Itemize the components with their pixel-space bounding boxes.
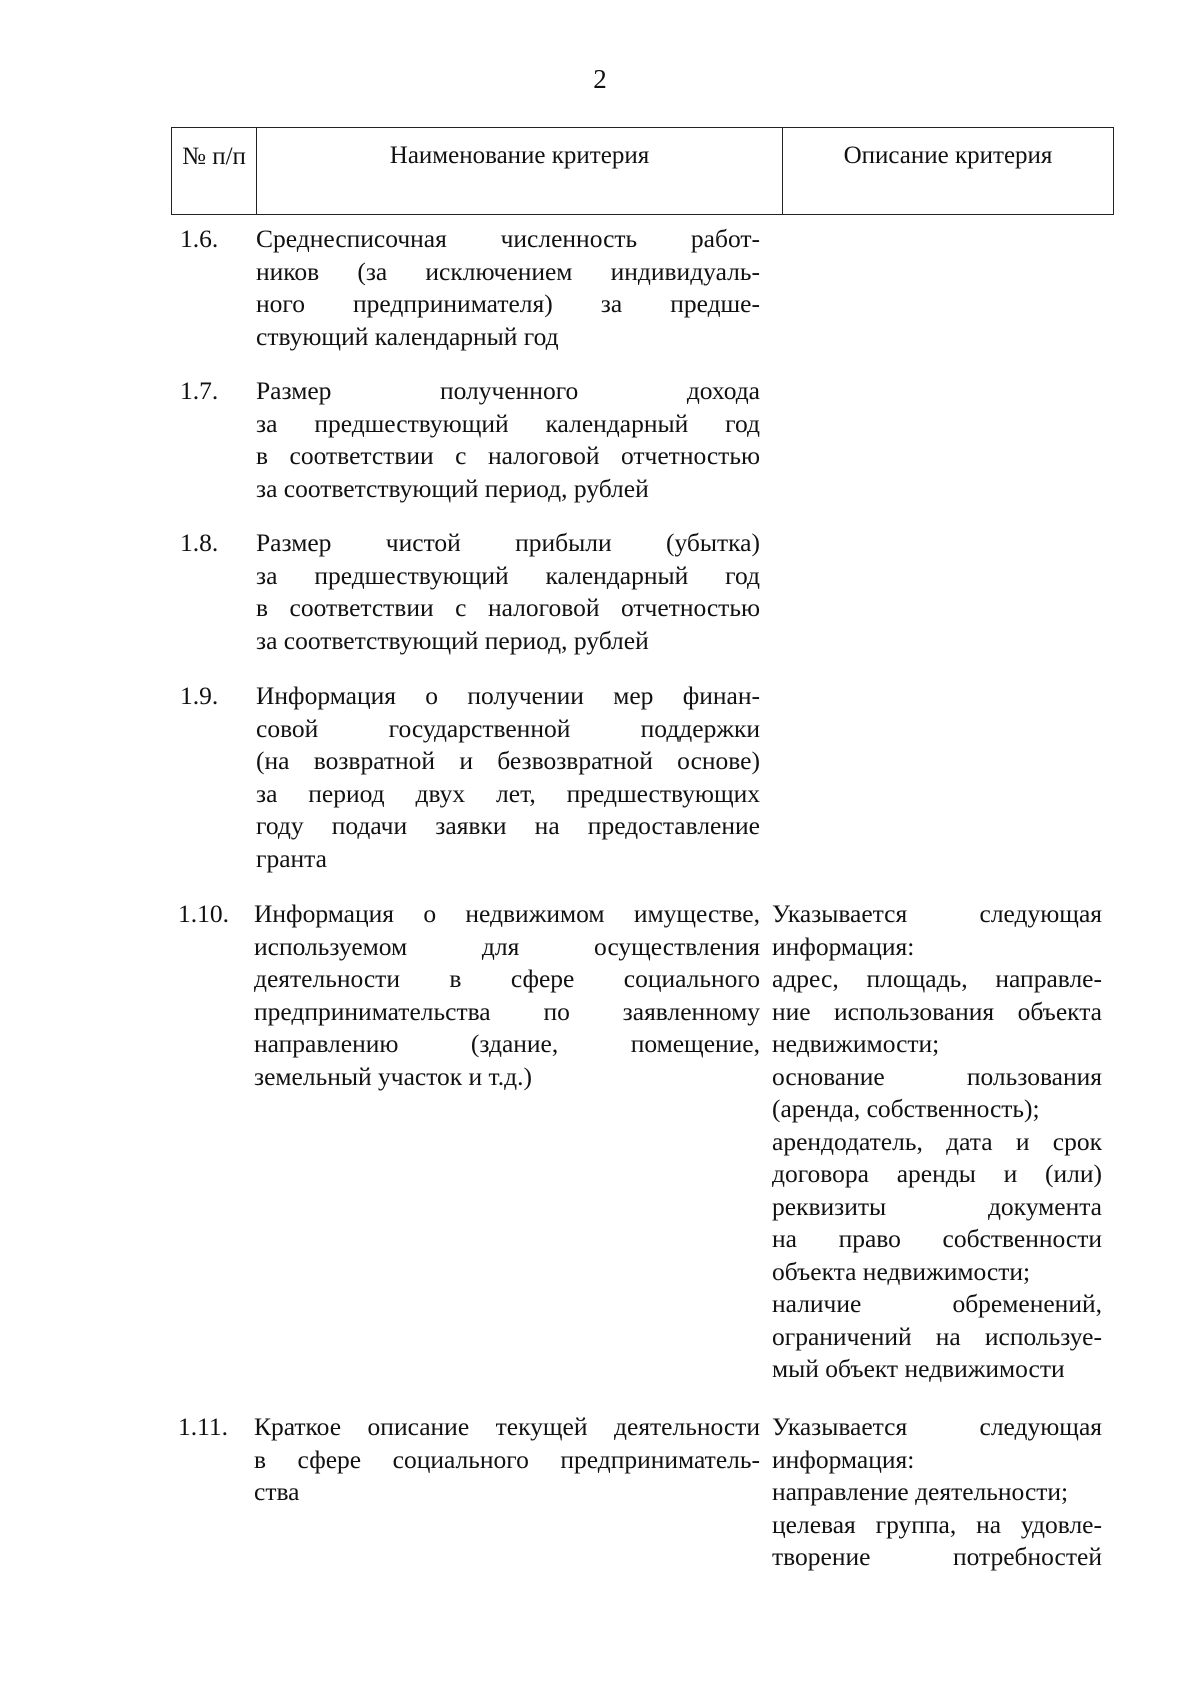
header-name-column: Наименование критерия	[257, 128, 783, 215]
desc-line: мый объект недвижимости	[772, 1354, 1065, 1383]
name-line: ного предпринимателя) за предше-	[256, 289, 760, 318]
name-line: ствующий календарный год	[256, 321, 559, 351]
name-line: за предшествующий календарный год	[256, 408, 760, 438]
name-line: в сфере социального предприниматель-	[254, 1444, 760, 1474]
name-line: за соответствующий период, рублей	[256, 625, 649, 655]
row-number: 1.8.	[180, 528, 219, 557]
header-description-column: Описание критерия	[783, 128, 1114, 215]
name-line: за предшествующий календарный год	[256, 560, 760, 590]
name-line: совой государственной поддержки	[256, 713, 760, 743]
name-line: Информация о недвижимом имуществе,	[254, 899, 760, 928]
name-line: направлению (здание, помещение,	[254, 1029, 760, 1058]
name-line: предпринимательства по заявленному	[254, 996, 760, 1026]
name-line: году подачи заявки на предоставление	[256, 811, 760, 840]
desc-line: творение потребностей	[772, 1542, 1102, 1571]
desc-line: ограничений на используе-	[772, 1321, 1102, 1351]
criterion-description	[772, 898, 1102, 1386]
row-number: 1.10.	[178, 899, 229, 928]
header-number-column: № п/п	[172, 128, 257, 215]
criterion-name	[254, 1411, 760, 1509]
desc-line: Указывается следующая	[772, 1412, 1102, 1441]
desc-line: на право собственности	[772, 1224, 1102, 1253]
criterion-name	[256, 375, 760, 505]
desc-line: объекта недвижимости;	[772, 1256, 1031, 1286]
name-line: в соответствии с налоговой отчетностью	[256, 593, 760, 622]
name-line: за период двух лет, предшествующих	[256, 778, 760, 808]
name-line: Размер полученного дохода	[256, 376, 760, 405]
name-line: за соответствующий период, рублей	[256, 473, 649, 503]
desc-line: информация:	[772, 931, 915, 961]
name-line: используемом для осуществления	[254, 931, 760, 961]
criteria-table-header	[171, 127, 1114, 215]
name-line: Информация о получении мер финан-	[256, 681, 760, 710]
row-number: 1.6.	[180, 224, 219, 253]
desc-line: направление деятельности;	[772, 1477, 1069, 1506]
name-line: Среднесписочная численность работ-	[256, 224, 760, 253]
name-line: Размер чистой прибыли (убытка)	[256, 528, 760, 557]
desc-line: недвижимости;	[772, 1029, 940, 1058]
name-line: ников (за исключением индивидуаль-	[256, 256, 760, 286]
criterion-name	[254, 898, 760, 1093]
name-line: деятельности в сфере социального	[254, 964, 760, 993]
desc-line: Указывается следующая	[772, 899, 1102, 928]
desc-line: наличие обременений,	[772, 1289, 1102, 1318]
row-number: 1.11.	[178, 1412, 229, 1441]
criterion-description	[772, 1411, 1102, 1574]
desc-line: ние использования объекта	[772, 996, 1102, 1026]
desc-line: информация:	[772, 1444, 915, 1474]
row-number: 1.9.	[180, 681, 219, 710]
name-line: ства	[254, 1477, 300, 1506]
name-line: гранта	[256, 843, 327, 873]
page-number: 2	[593, 64, 607, 94]
criterion-name	[256, 223, 760, 353]
row-number: 1.7.	[180, 376, 219, 405]
name-line: земельный участок и т.д.)	[254, 1061, 532, 1091]
name-line: (на возвратной и безвозвратной основе)	[256, 746, 760, 775]
desc-line: (аренда, собственность);	[772, 1094, 1040, 1123]
criterion-name	[256, 527, 760, 657]
desc-line: реквизиты документа	[772, 1191, 1102, 1221]
desc-line: адрес, площадь, направле-	[772, 964, 1102, 993]
desc-line: договора аренды и (или)	[772, 1159, 1102, 1188]
desc-line: арендодатель, дата и срок	[772, 1126, 1102, 1156]
desc-line: основание пользования	[772, 1061, 1102, 1091]
name-line: в соответствии с налоговой отчетностью	[256, 441, 760, 470]
name-line: Краткое описание текущей деятельности	[254, 1412, 760, 1441]
desc-line: целевая группа, на удовле-	[772, 1509, 1102, 1539]
criterion-name	[256, 680, 760, 875]
